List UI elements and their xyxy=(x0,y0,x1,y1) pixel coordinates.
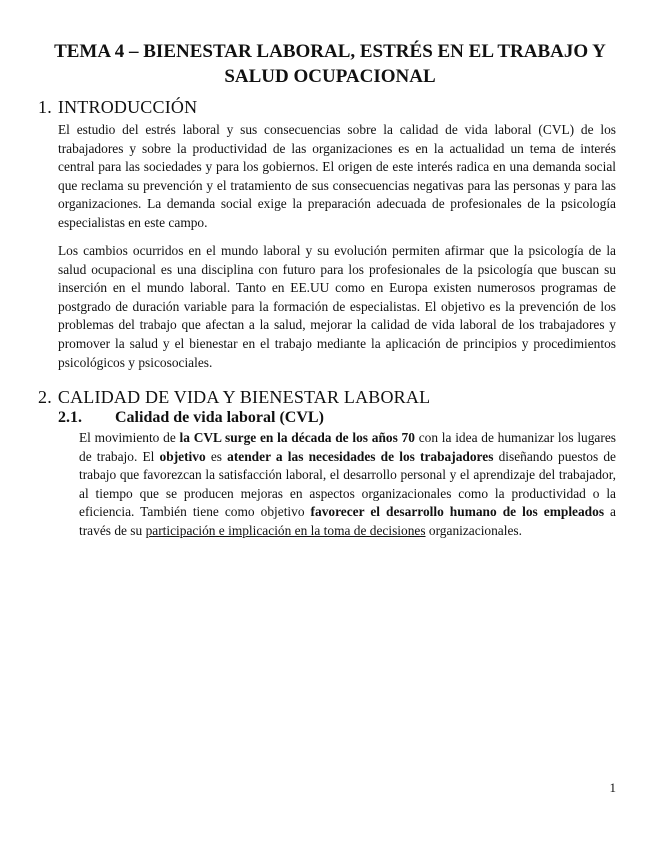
section-title: CALIDAD DE VIDA Y BIENESTAR LABORAL xyxy=(57,387,431,407)
section-heading-calidad-de-vida xyxy=(38,386,430,408)
bold-text-run: objetivo xyxy=(159,448,206,464)
bold-text-run: la CVL surge en la década de los años 70 xyxy=(179,430,415,445)
document-title: TEMA 4 – BIENESTAR LABORAL, ESTRÉS EN EL TRABAJO Y SALUD OCUPACIONAL xyxy=(54,41,606,87)
text-run: organizacionales. xyxy=(425,522,522,538)
section-heading-introduccion xyxy=(38,96,197,118)
text-run: es xyxy=(205,448,228,464)
text-run: a través de su xyxy=(79,504,616,538)
subsection-heading-cvl xyxy=(58,408,324,428)
section-number: 2. xyxy=(38,387,52,407)
subsection-number: 2.1. xyxy=(58,409,82,426)
section-title: INTRODUCCIÓN xyxy=(57,97,198,117)
text-run: diseñando puestos de trabajo que favorezcan la satisfacción laboral, el desarrollo personal y el aprendizaje del trabajador, al tiempo que se producen mejoras en aspectos organizacionales como la productividad o la eficiencia. También tiene como objetivo xyxy=(79,448,616,520)
underlined-text-run: participación e implicación en la toma de decisiones xyxy=(145,522,426,538)
intro-paragraph-2: Los cambios ocurridos en el mundo laboral y su evolución permiten afirmar que la psicología de la salud ocupacional es una disciplina con futuro para los profesionales de la psicología que buscan su inserción en el mundo laboral. Tanto en EE.UU como en Europa existen numerosos programas de postgrado de duración variable para la formación de especialistas. El objetivo es la prevención de los problemas del trabajo que afectan a la salud, mejorar la calidad de vida laboral de los trabajadores y promover la salud y el bienestar en el trabajo mediante la aplicación de principios y procedimientos psicológicos y psicosociales. xyxy=(58,243,616,370)
section-number: 1. xyxy=(38,97,52,117)
subsection-title: Calidad de vida laboral (CVL) xyxy=(115,409,324,426)
text-run: El movimiento de xyxy=(79,430,180,445)
intro-paragraph-1: El estudio del estrés laboral y sus consecuencias sobre la calidad de vida laboral (CVL) de los trabajadores y sobre la productividad de las organizaciones es en la actualidad un tema de interés central para las sociedades y para los gobiernos. El origen de este interés radica en una demanda social que reclama su prevención y el tratamiento de sus consecuencias negativas para las personas y para las organizaciones. La demanda social exige la preparación adecuada de profesionales de la psicología especialistas en este campo. xyxy=(58,122,616,230)
text-run: con la idea de humanizar los lugares de trabajo. El xyxy=(79,430,616,464)
cvl-paragraph xyxy=(79,429,616,541)
bold-text-run: favorecer el desarrollo humano de los empleados xyxy=(310,504,605,520)
page-number: 1 xyxy=(609,780,616,795)
bold-text-run: atender a las necesidades de los trabajadores xyxy=(227,448,494,464)
